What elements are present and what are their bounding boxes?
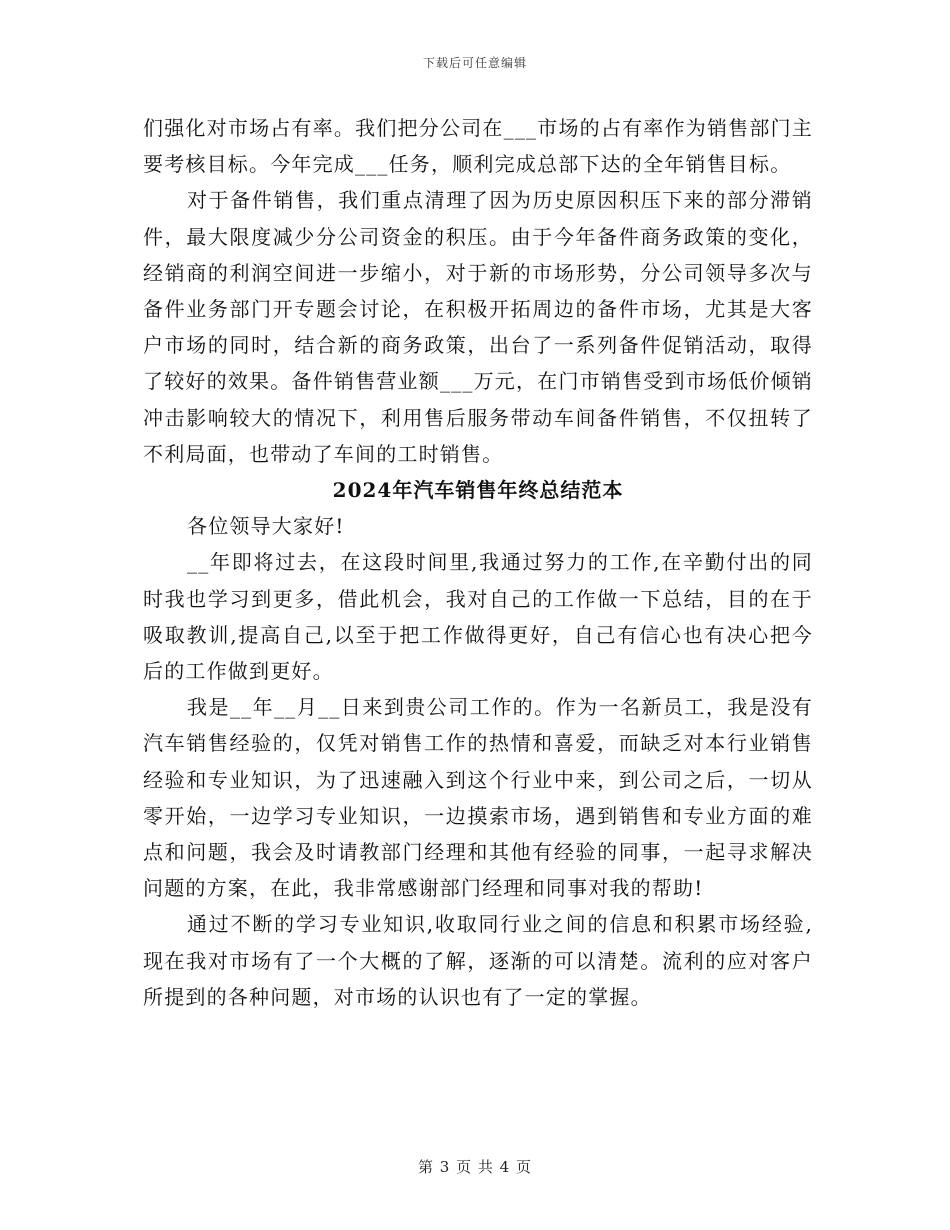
- paragraph-year-summary: __年即将过去，在这段时间里,我通过努力的工作,在辛勤付出的同时我也学习到更多，借此机会，我对自己的工作做一下总结，目的在于吸取教训,提高自己,以至于把工作做得更好，自己有信心也有决心把今后的工作做到更好。: [143, 550, 813, 684]
- page-number: 第 3 页 共 4 页: [418, 1158, 532, 1176]
- document-title: 2024年汽车销售年终总结范本: [332, 478, 624, 503]
- greeting: 各位领导大家好!: [187, 514, 345, 539]
- paragraph-parts-sales: 对于备件销售，我们重点清理了因为历史原因积压下来的部分滞销件，最大限度减少分公司资金的积压。由于今年备件商务政策的变化，经销商的利润空间进一步缩小，对于新的市场形势，分公司领导多次与备件业务部门开专题会讨论，在积极开拓周边的备件市场，尤其是大客户市场的同时，结合新的商务政策，出台了一系列备件促销活动，取得了较好的效果。备件销售营业额___万元，在门市销售受到市场低价倾销冲击影响较大的情况下，利用售后服务带动车间备件销售，不仅扭转了不利局面，也带动了车间的工时销售。: [143, 188, 813, 466]
- page-header-note: 下载后可任意编辑: [422, 56, 527, 70]
- paragraph-learning: 通过不断的学习专业知识,收取同行业之间的信息和积累市场经验,现在我对市场有了一个大概的了解，逐渐的可以清楚。流利的应对客户所提到的各种问题，对市场的认识也有了一定的掌握。: [143, 912, 813, 1009]
- paragraph-new-employee: 我是__年__月__日来到贵公司工作的。作为一名新员工，我是没有汽车销售经验的，仅凭对销售工作的热情和喜爱，而缺乏对本行业销售经验和专业知识，为了迅速融入到这个行业中来，到公司之后，一切从零开始，一边学习专业知识，一边摸索市场，遇到销售和专业方面的难点和问题，我会及时请教部门经理和其他有经验的同事，一起寻求解决问题的方案，在此，我非常感谢部门经理和同事对我的帮助!: [143, 695, 813, 901]
- paragraph-market-share: 们强化对市场占有率。我们把分公司在___市场的占有率作为销售部门主要考核目标。今年完成___任务，顺利完成总部下达的全年销售目标。: [143, 116, 813, 177]
- document-body: [143, 110, 813, 1015]
